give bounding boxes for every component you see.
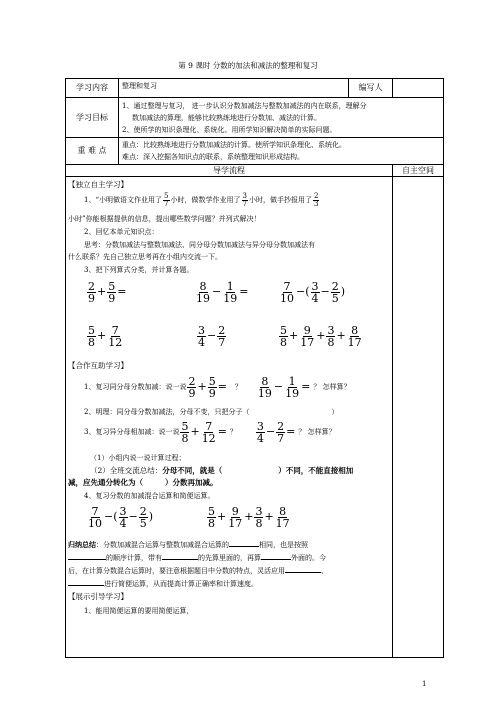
q1-text-a: 1、“小明做语文作业用了 <box>84 196 163 204</box>
question-mark: ？ <box>234 383 242 391</box>
flow-label: 导学流程 <box>66 165 393 177</box>
summary-text-g: 后，在计算分数混合运算时，要注意根据题目中分数的特点，灵活应用 <box>68 567 285 575</box>
right-paren: ) <box>148 510 154 523</box>
summary-text-b: ：分数加减混合运算与整数加减混合运算的 <box>96 541 229 549</box>
fraction: $\frac{2}{7}$ <box>277 419 285 445</box>
fraction: $\frac{5}{8}$ <box>208 504 215 530</box>
summary-line-2 <box>68 552 326 564</box>
fraction: $\frac{3}{7}$ <box>242 191 247 208</box>
minus-sign: − <box>320 285 330 298</box>
fraction: $\frac{2}{9}$ <box>188 374 196 400</box>
sec2-heading: 【合作互助学习】 <box>68 361 128 370</box>
s2-text-e: ）分数再加减。 <box>165 478 218 487</box>
key-2: 难点：深入挖掘各知识点的联系，系统整理知识形成结构。 <box>122 153 304 161</box>
fraction: $\frac{2}{7}$ <box>218 323 226 349</box>
page-number: 1 <box>422 680 427 688</box>
s2-line-b <box>68 477 218 489</box>
summary-line-4 <box>68 578 258 590</box>
expr-8 <box>206 500 292 534</box>
flow-body <box>66 177 393 658</box>
author-label: 编写人 <box>349 79 393 98</box>
q1-text-b: 小时，做数学作业用了 <box>170 196 241 204</box>
fraction: $\frac{7}{10}$ <box>88 504 102 530</box>
space-label: 自主空间 <box>393 165 444 177</box>
fraction: $\frac{2}{5}$ <box>139 504 147 530</box>
summary-text-e: 的先算里面的，再算 <box>198 554 261 562</box>
r3-text-b: ？ 怎样算？ <box>298 428 336 436</box>
minus-sign: − <box>212 285 222 298</box>
expr-1 <box>86 275 126 309</box>
content-label: 学习内容 <box>66 79 119 98</box>
fraction: $\frac{2}{9}$ <box>88 279 95 305</box>
plus-sign: + <box>197 380 207 393</box>
r2-end: ） <box>331 408 339 416</box>
q1-text-c: 小时，做手抄报用了 <box>248 196 312 204</box>
expr-7 <box>86 500 153 534</box>
plus-sign: + <box>336 329 346 342</box>
blank[interactable] <box>162 552 198 560</box>
expr-3 <box>278 275 345 309</box>
q1-text-d: 小时”你能根据提供的信息，提出哪些数学问题？并列式解决！ <box>68 215 261 223</box>
sec3-q1: 1、能用简便运算的要用简便运算， <box>84 607 194 615</box>
minus-sign: − <box>207 329 217 342</box>
r1-text-b: ？ 怎样算？ <box>313 383 351 391</box>
goal-1: 1、通过整理与复习， 进一步认识分数加减法与整数加减法的内在联系，理解分 <box>122 101 367 110</box>
minus-sign: − <box>104 510 114 523</box>
equals-sign: = <box>217 380 227 393</box>
key-label: 重 难 点 <box>66 138 119 165</box>
plus-sign: + <box>289 329 299 342</box>
s2-text-a: （2）全班交流总结： <box>90 466 163 475</box>
expr-5 <box>196 319 227 353</box>
key-cell <box>119 138 444 165</box>
fraction: $\frac{3}{8}$ <box>255 504 263 530</box>
study-table <box>65 78 444 658</box>
left-paren: ( <box>113 510 118 523</box>
blank[interactable] <box>68 578 104 586</box>
fraction: $\frac{7}{12}$ <box>201 419 216 445</box>
equals-sign: = <box>301 380 311 393</box>
fraction: $\frac{5}{9}$ <box>108 279 116 305</box>
minus-sign: − <box>296 285 306 298</box>
goal-cell <box>119 98 444 138</box>
summary-label: 归纳总结 <box>68 540 96 549</box>
page-title: 第 9 课时 分数的加法和减法的整理和复习 <box>178 61 318 70</box>
s2-text-d: 减，应先通分转化为（ <box>68 478 143 487</box>
summary-text-h: 、 <box>321 567 328 575</box>
expr-4 <box>86 319 124 353</box>
summary-line-1 <box>68 539 308 551</box>
fraction: $\frac{5}{7}$ <box>164 191 169 208</box>
summary-line-3 <box>68 565 328 577</box>
fraction: $\frac{8}{17}$ <box>275 504 290 530</box>
author-value <box>393 79 444 98</box>
s1-text: （1）小组内说一说计算过程； <box>90 454 186 462</box>
goal-1b: 数加减法的算理，能够比较熟练地进行分数加、减法的计算。 <box>132 113 321 122</box>
sec1-heading: 【独立自主学习】 <box>68 180 128 189</box>
summary-text-c: 相同，也是按照 <box>259 541 308 549</box>
expr-2 <box>194 275 248 309</box>
sec3-heading: 【展示引导学习】 <box>68 592 128 601</box>
equals-sign: = <box>117 285 127 298</box>
blank[interactable] <box>229 539 259 547</box>
fraction: $\frac{2}{3}$ <box>313 191 319 208</box>
fraction: $\frac{8}{17}$ <box>347 323 362 349</box>
plus-sign: + <box>190 425 200 438</box>
r1-text-a: 1、复习同分母分数加减：说一说 <box>84 383 187 391</box>
plus-sign: + <box>217 510 227 523</box>
fraction: $\frac{3}{4}$ <box>311 279 319 305</box>
goal-2: 2、使所学的知识条理化、系统化。用所学知识解决简单的实际问题。 <box>122 125 337 134</box>
fraction: $\frac{3}{4}$ <box>119 504 127 530</box>
plus-sign: + <box>244 510 254 523</box>
summary-text-i: 进行简便运算，从而提高计算正确率和计算速度。 <box>104 580 258 588</box>
fraction: $\frac{9}{17}$ <box>300 323 315 349</box>
fraction: $\frac{5}{8}$ <box>88 323 95 349</box>
plus-sign: + <box>97 329 107 342</box>
fraction: $\frac{8}{19}$ <box>196 279 210 305</box>
equals-sign: = <box>239 285 249 298</box>
expr-6 <box>278 319 364 353</box>
think-text: 思考：分数加减法与整数加减法、同分母分数加减法与异分母分数加减法有 <box>84 241 315 249</box>
blank[interactable] <box>68 552 106 560</box>
fraction: $\frac{9}{17}$ <box>228 504 243 530</box>
fraction: $\frac{3}{4}$ <box>256 419 264 445</box>
fraction: $\frac{8}{19}$ <box>257 374 272 400</box>
fraction: $\frac{2}{5}$ <box>331 279 339 305</box>
plus-sign: + <box>97 285 107 298</box>
blank[interactable] <box>261 552 291 560</box>
summary-text-f: 外面的。今 <box>291 554 326 562</box>
minus-sign: − <box>273 380 284 393</box>
r3-text-a: 3、复习异分母相加减：说一说 <box>84 428 180 436</box>
key-1: 重点：比较熟练地进行分数加减法的计算。使所学知识条理化、系统化。 <box>122 141 346 149</box>
fraction: $\frac{1}{19}$ <box>285 374 300 400</box>
fraction: $\frac{5}{9}$ <box>208 374 216 400</box>
s2-text-b: 分母不同，就是（ <box>162 466 223 475</box>
s2-line <box>90 465 353 477</box>
think-text-b: 什么联系？先自己独立思考再在小组内交流一下。 <box>68 253 222 261</box>
right-paren: ) <box>340 285 346 298</box>
goal-label: 学习目标 <box>66 98 119 138</box>
q1-line <box>84 189 320 211</box>
r1-line <box>84 373 351 401</box>
q2-text: 2、回忆本单元知识点： <box>84 228 159 236</box>
q3-text: 3、把下列算式分类，并计算各题。 <box>84 266 194 274</box>
equals-sign: = <box>286 425 296 438</box>
fraction: $\frac{5}{8}$ <box>181 419 189 445</box>
fraction: $\frac{1}{19}$ <box>223 279 238 305</box>
r3-line <box>84 417 336 447</box>
q4-text: 4、复习分数的加减混合运算和简便运算。 <box>84 492 215 500</box>
s2-text-c: ）不同，不能直接相加 <box>278 466 354 475</box>
fraction: $\frac{3}{4}$ <box>198 323 205 349</box>
r2-text: 2、明理：同分母分数加减法，分母不变，只把分子（ <box>84 408 250 416</box>
equals-sign: = <box>217 425 227 438</box>
fraction: $\frac{7}{10}$ <box>280 279 294 305</box>
content-value: 整理和复习 <box>119 79 349 98</box>
blank[interactable] <box>285 565 321 573</box>
plus-sign: + <box>316 329 326 342</box>
minus-sign: − <box>128 510 138 523</box>
summary-text-d: 的顺序计算，带有 <box>106 554 162 562</box>
fraction: $\frac{5}{8}$ <box>280 323 287 349</box>
question-mark: ？ <box>229 428 237 436</box>
space-column <box>393 177 444 658</box>
left-paren: ( <box>305 285 310 298</box>
minus-sign: − <box>265 425 276 438</box>
fraction: $\frac{7}{12}$ <box>108 323 123 349</box>
fraction: $\frac{3}{8}$ <box>327 323 335 349</box>
plus-sign: + <box>264 510 274 523</box>
